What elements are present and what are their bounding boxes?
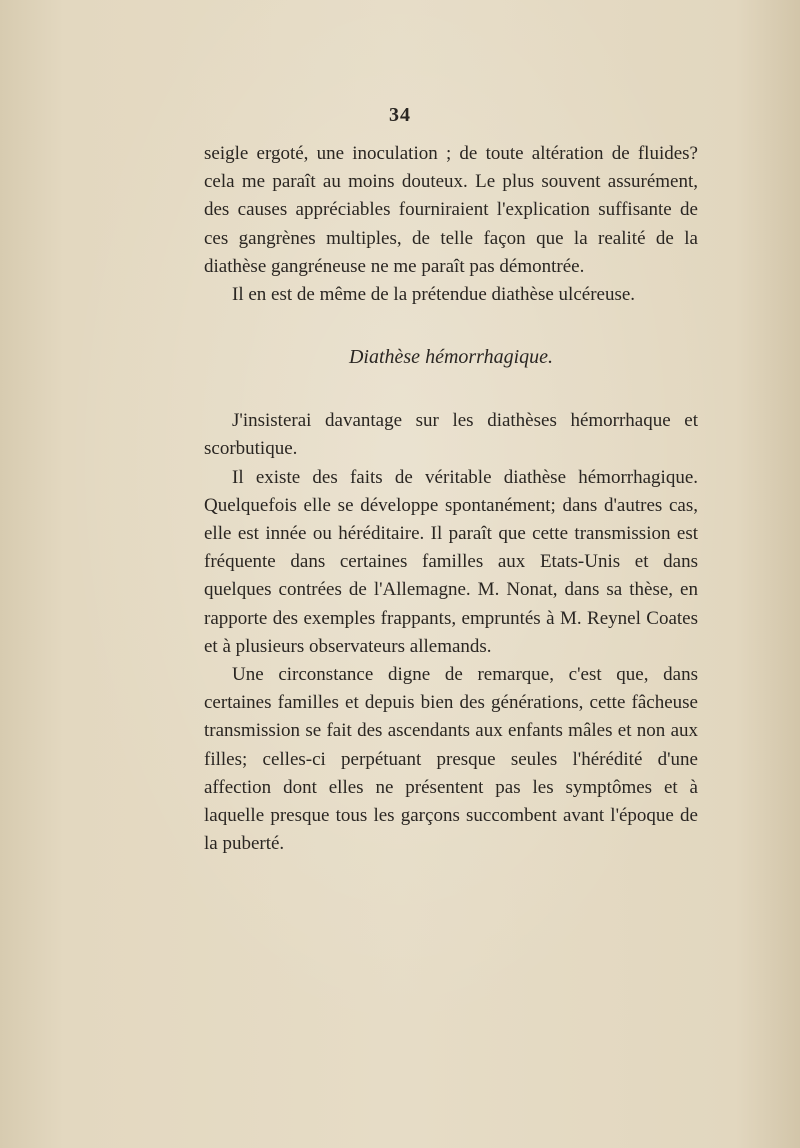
page-body [204, 140, 698, 858]
paragraph-transmission-remark: Une circonstance digne de remarque, c'est que, dans certaines familles et depuis bien des générations, cette fâcheuse transmission se fait des ascendants aux enfants mâles et non aux filles; celles-ci perpétuant presque seules l'hérédité d'une affection dont elles ne présentent pas les symptômes et à laquelle presque tous les garçons succombent avant l'époque de la puberté. [204, 664, 698, 855]
paragraph-hereditary-cases: Il existe des faits de véritable diathèse hémorrhagique. Quelquefois elle se développe spontanément; dans d'autres cas, elle est innée ou héréditaire. Il paraît que cette transmission est fréquente dans certaines familles aux Etats-Unis et dans quelques contrées de l'Allemagne. M. Nonat, dans sa thèse, en rapporte des exemples frappants, empruntés à M. Reynel Coates et à plusieurs observateurs allemands. [204, 466, 698, 657]
section-heading: Diathèse hémorrhagique. [348, 346, 554, 369]
page-number: 34 [389, 104, 411, 126]
paragraph-intro-hemorrhagic: J'insisterai davantage sur les diathèses hémorrhaque et scorbutique. [204, 410, 698, 460]
paragraph-continuation: seigle ergoté, une inoculation ; de toute altération de fluides? cela me paraît au moins douteux. Le plus souvent assurément, des causes appréciables fourniraient l'explication suffisante de ces gangrènes multiples, de telle façon que la realité de la diathèse gangréneuse ne me paraît pas démontrée. [204, 143, 698, 277]
paragraph-ulcerous-diathesis: Il en est de même de la prétendue diathèse ulcéreuse. [232, 284, 636, 306]
